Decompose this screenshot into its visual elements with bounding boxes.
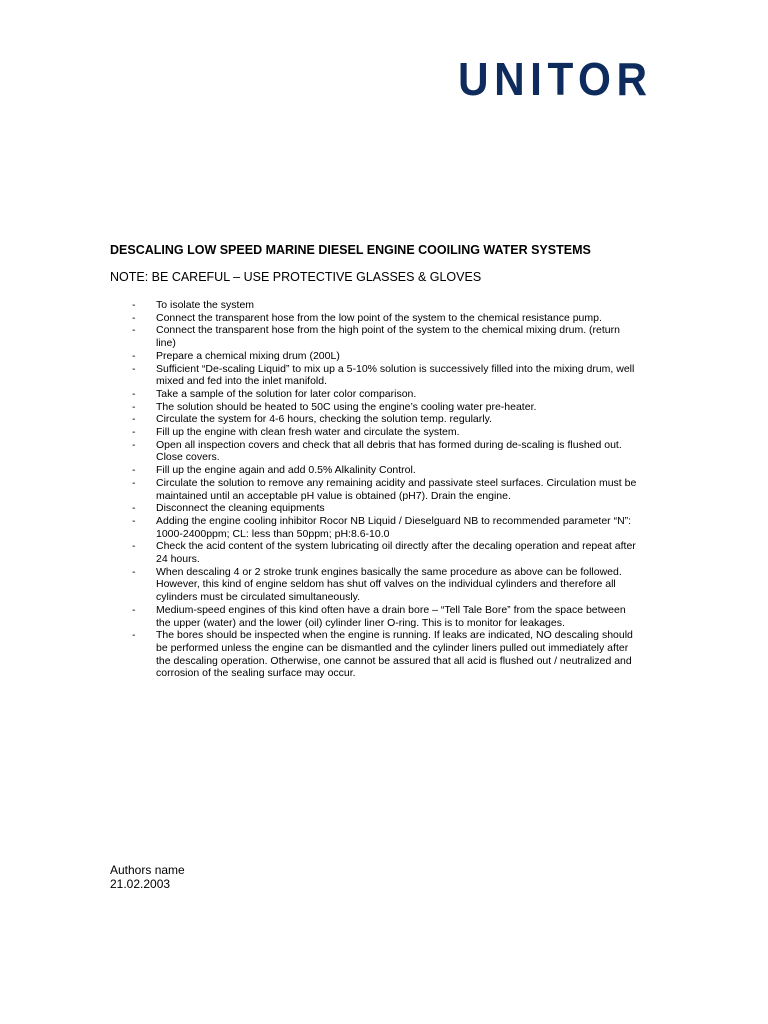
safety-note: NOTE: BE CAREFUL – USE PROTECTIVE GLASSES & GLOVES [110,270,482,284]
step-text: Sufficient “De-scaling Liquid” to mix up a 5-10% solution is successively filled into the mixing drum, well mixed and fed into the inlet manifold. [156,362,635,388]
list-item [110,426,640,439]
bullet-dash: - [132,464,136,477]
step-text: Circulate the solution to remove any remaining acidity and passivate steel surfaces. Circulation must be maintained until an acceptable pH value is obtained (pH7). Drain the engine. [156,476,637,502]
bullet-dash: - [132,438,136,451]
bullet-dash: - [132,311,136,324]
bullet-dash: - [132,387,136,400]
step-text: Connect the transparent hose from the low point of the system to the chemical resistance pump. [156,311,602,324]
list-item [110,439,640,464]
list-item [110,515,640,540]
bullet-dash: - [132,362,136,375]
author-block [110,863,185,891]
bullet-dash: - [132,514,136,527]
bullet-dash: - [132,349,136,362]
bullet-dash: - [132,476,136,489]
list-item [110,464,640,477]
bullet-dash: - [132,565,136,578]
bullet-dash: - [132,603,136,616]
document-title: DESCALING LOW SPEED MARINE DIESEL ENGINE COOILING WATER SYSTEMS [110,243,591,257]
step-text: Fill up the engine again and add 0.5% Alkalinity Control. [156,464,416,477]
bullet-dash: - [132,413,136,426]
step-text: Medium-speed engines of this kind often have a drain bore – “Tell Tale Bore” from the space between the upper (water) and the lower (oil) cylinder liner O-ring. This is to monitor for leakages. [156,603,626,629]
list-item [110,413,640,426]
list-item [110,401,640,414]
step-text: Open all inspection covers and check that all debris that has formed during de-scaling is flushed out. Close covers. [156,438,622,464]
step-text: Check the acid content of the system lubricating oil directly after the decaling operation and repeat after 24 hours. [156,540,636,566]
bullet-dash: - [132,502,136,515]
list-item [110,629,640,680]
document-date: 21.02.2003 [110,877,171,891]
bullet-dash: - [132,426,136,439]
bullet-dash: - [132,540,136,553]
list-item [110,312,640,325]
list-item [110,566,640,604]
step-text: The solution should be heated to 50C using the engine’s cooling water pre-heater. [156,400,537,413]
list-item [110,388,640,401]
step-text: Fill up the engine with clean fresh water and circulate the system. [156,426,460,439]
unitor-logo: UNITOR [458,53,653,105]
step-text: To isolate the system [156,299,255,311]
list-item [110,540,640,565]
procedure-steps-list [110,299,640,680]
bullet-dash: - [132,299,136,311]
list-item [110,350,640,363]
bullet-dash: - [132,400,136,413]
bullet-dash: - [132,324,136,337]
step-text: Connect the transparent hose from the high point of the system to the chemical mixing drum. (return line) [156,324,620,350]
list-item [110,477,640,502]
list-item [110,363,640,388]
step-text: Take a sample of the solution for later color comparison. [156,387,417,400]
step-text: Disconnect the cleaning equipments [156,502,325,515]
step-text: The bores should be inspected when the engine is running. If leaks are indicated, NO descaling should be performed unless the engine can be dismantled and the cylinder liners pulled out immediately after the descaling operation. Otherwise, one cannot be assured that all acid is flushed out / neutralized and corrosion of the sealing surface may occur. [156,629,633,680]
step-text: Adding the engine cooling inhibitor Rocor NB Liquid / Dieselguard NB to recommended parameter “N”: 1000-2400ppm; CL: less than 50ppm; pH:8.6-10.0 [156,514,632,540]
list-item [110,299,640,312]
step-text: When descaling 4 or 2 stroke trunk engines basically the same procedure as above can be followed. However, this kind of engine seldom has shut off valves on the individual cylinders and therefore all cylinders must be circulated simultaneously. [156,565,622,604]
author-name: Authors name [110,863,185,877]
bullet-dash: - [132,629,136,642]
list-item [110,324,640,349]
list-item [110,502,640,515]
step-text: Prepare a chemical mixing drum (200L) [156,349,340,362]
step-text: Circulate the system for 4-6 hours, checking the solution temp. regularly. [156,413,492,426]
list-item [110,604,640,629]
